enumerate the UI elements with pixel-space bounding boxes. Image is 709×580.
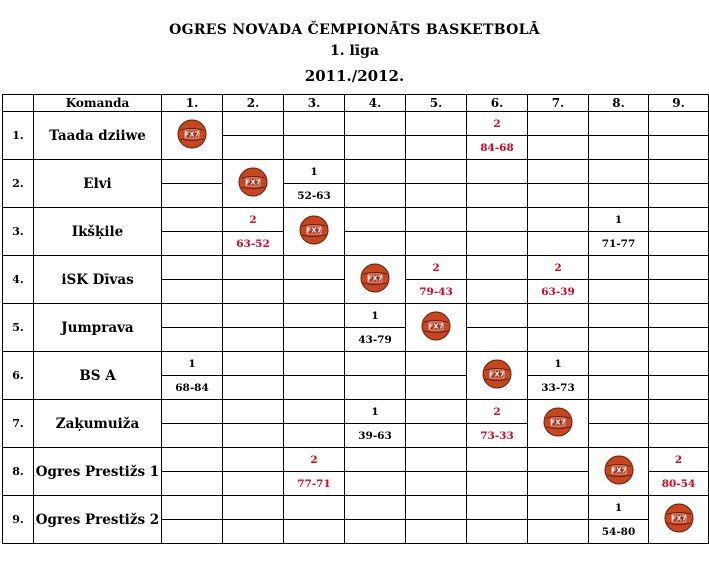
score-cell — [467, 232, 528, 256]
score-cell — [284, 424, 345, 448]
points-cell — [284, 496, 345, 520]
points-cell — [467, 256, 528, 280]
score-cell: 77-71 — [284, 472, 345, 496]
score-cell — [162, 328, 223, 352]
basketball-icon — [238, 167, 268, 197]
self-match-cell — [345, 256, 406, 304]
header-col-1: 1. — [162, 95, 223, 112]
table-row — [3, 208, 709, 232]
svg-text:FX7: FX7 — [306, 226, 322, 234]
basketball-icon — [482, 359, 512, 389]
score-cell — [406, 472, 467, 496]
score-cell — [284, 520, 345, 544]
svg-text:FX7: FX7 — [245, 178, 261, 186]
score-cell — [284, 376, 345, 400]
points-cell — [284, 304, 345, 328]
points-cell — [284, 112, 345, 136]
table-row — [3, 400, 709, 424]
score-cell — [467, 520, 528, 544]
page-title: OGRES NOVADA ČEMPIONĀTS BASKETBOLĀ — [169, 22, 540, 38]
basketball-icon — [177, 119, 207, 149]
points-cell — [649, 256, 709, 280]
team-name: BS A — [34, 352, 162, 400]
table-row — [3, 256, 709, 280]
points-cell: 2 — [467, 400, 528, 424]
score-cell — [649, 184, 709, 208]
score-cell — [162, 424, 223, 448]
score-cell: 54-80 — [589, 520, 649, 544]
table-row — [3, 160, 709, 184]
points-cell — [649, 160, 709, 184]
points-cell — [528, 304, 589, 328]
points-cell — [467, 304, 528, 328]
score-cell — [467, 280, 528, 304]
score-cell — [528, 520, 589, 544]
team-name: Taada dziiwe — [34, 112, 162, 160]
score-cell — [406, 520, 467, 544]
points-cell — [649, 400, 709, 424]
score-cell — [406, 184, 467, 208]
table-row — [3, 496, 709, 520]
points-cell — [589, 400, 649, 424]
points-cell — [528, 496, 589, 520]
points-cell — [345, 112, 406, 136]
points-cell — [162, 400, 223, 424]
score-cell — [467, 184, 528, 208]
points-cell — [284, 400, 345, 424]
score-cell — [589, 376, 649, 400]
score-cell — [649, 280, 709, 304]
score-cell: 71-77 — [589, 232, 649, 256]
points-cell — [406, 496, 467, 520]
score-cell — [345, 376, 406, 400]
score-cell — [223, 424, 284, 448]
points-cell: 2 — [223, 208, 284, 232]
score-cell — [162, 280, 223, 304]
table-row — [3, 112, 709, 136]
row-number: 8. — [3, 448, 34, 496]
points-cell — [223, 352, 284, 376]
row-number: 2. — [3, 160, 34, 208]
points-cell — [406, 352, 467, 376]
team-name: Ikšķile — [34, 208, 162, 256]
self-match-cell — [406, 304, 467, 352]
team-name: Elvi — [34, 160, 162, 208]
points-cell — [223, 400, 284, 424]
points-cell — [162, 160, 223, 184]
score-cell: 84-68 — [467, 136, 528, 160]
points-cell — [589, 112, 649, 136]
score-cell — [223, 472, 284, 496]
score-cell — [345, 520, 406, 544]
points-cell — [406, 208, 467, 232]
league-title: 1. līga — [330, 43, 379, 59]
points-cell: 1 — [345, 400, 406, 424]
basketball-icon — [299, 215, 329, 245]
row-number: 7. — [3, 400, 34, 448]
svg-text:FX7: FX7 — [428, 322, 444, 330]
points-cell — [284, 256, 345, 280]
self-match-cell — [467, 352, 528, 400]
score-cell — [649, 376, 709, 400]
header-col-3: 3. — [284, 95, 345, 112]
points-cell — [467, 496, 528, 520]
score-cell — [528, 184, 589, 208]
score-cell — [528, 472, 589, 496]
header-col-6: 6. — [467, 95, 528, 112]
points-cell: 1 — [162, 352, 223, 376]
points-cell — [649, 352, 709, 376]
team-name: iSK Dīvas — [34, 256, 162, 304]
score-cell: 63-52 — [223, 232, 284, 256]
points-cell — [589, 256, 649, 280]
svg-text:FX7: FX7 — [367, 274, 383, 282]
svg-text:FX7: FX7 — [489, 370, 505, 378]
header-col-4: 4. — [345, 95, 406, 112]
self-match-cell — [528, 400, 589, 448]
score-cell — [345, 232, 406, 256]
score-cell — [223, 280, 284, 304]
table-row — [3, 448, 709, 472]
points-cell — [345, 160, 406, 184]
points-cell — [528, 448, 589, 472]
points-cell — [345, 352, 406, 376]
self-match-cell — [284, 208, 345, 256]
basketball-icon — [421, 311, 451, 341]
points-cell — [406, 400, 467, 424]
table-row — [3, 352, 709, 376]
score-cell — [649, 328, 709, 352]
points-cell — [223, 256, 284, 280]
points-cell — [223, 304, 284, 328]
points-cell: 1 — [345, 304, 406, 328]
points-cell — [528, 160, 589, 184]
score-cell — [589, 280, 649, 304]
row-number: 1. — [3, 112, 34, 160]
team-name: Zaķumuiža — [34, 400, 162, 448]
points-cell — [162, 304, 223, 328]
points-cell — [345, 208, 406, 232]
score-cell: 33-73 — [528, 376, 589, 400]
score-cell — [589, 184, 649, 208]
points-cell: 2 — [649, 448, 709, 472]
self-match-cell — [223, 160, 284, 208]
points-cell — [223, 496, 284, 520]
score-cell — [162, 184, 223, 208]
score-cell — [649, 424, 709, 448]
standings-table — [2, 94, 709, 544]
svg-text:FX7: FX7 — [184, 130, 200, 138]
table-row — [3, 304, 709, 328]
row-number: 5. — [3, 304, 34, 352]
score-cell: 80-54 — [649, 472, 709, 496]
score-cell — [589, 328, 649, 352]
score-cell — [345, 472, 406, 496]
score-cell — [162, 472, 223, 496]
score-cell — [345, 184, 406, 208]
score-cell — [589, 136, 649, 160]
score-cell: 63-39 — [528, 280, 589, 304]
score-cell — [406, 376, 467, 400]
self-match-cell — [649, 496, 709, 544]
points-cell — [345, 496, 406, 520]
score-cell — [223, 376, 284, 400]
score-cell: 52-63 — [284, 184, 345, 208]
header-team: Komanda — [34, 95, 162, 112]
score-cell — [649, 232, 709, 256]
points-cell — [589, 352, 649, 376]
score-cell: 39-63 — [345, 424, 406, 448]
score-cell: 79-43 — [406, 280, 467, 304]
score-cell — [528, 232, 589, 256]
header-col-2: 2. — [223, 95, 284, 112]
score-cell — [467, 328, 528, 352]
score-cell — [284, 328, 345, 352]
points-cell — [649, 304, 709, 328]
points-cell — [345, 448, 406, 472]
team-name: Ogres Prestižs 1 — [34, 448, 162, 496]
basketball-icon — [604, 455, 634, 485]
points-cell — [589, 304, 649, 328]
points-cell — [284, 352, 345, 376]
score-cell: 68-84 — [162, 376, 223, 400]
points-cell — [467, 448, 528, 472]
points-cell: 2 — [406, 256, 467, 280]
score-cell — [467, 472, 528, 496]
row-number: 3. — [3, 208, 34, 256]
points-cell — [162, 208, 223, 232]
self-match-cell — [589, 448, 649, 496]
points-cell — [162, 448, 223, 472]
points-cell — [162, 256, 223, 280]
svg-text:FX7: FX7 — [550, 418, 566, 426]
score-cell: 73-33 — [467, 424, 528, 448]
score-cell — [284, 136, 345, 160]
points-cell — [589, 160, 649, 184]
score-cell — [162, 520, 223, 544]
svg-text:FX7: FX7 — [610, 466, 627, 474]
row-number: 4. — [3, 256, 34, 304]
score-cell — [223, 520, 284, 544]
points-cell: 1 — [589, 208, 649, 232]
header-col-9: 9. — [649, 95, 709, 112]
score-cell — [223, 136, 284, 160]
self-match-cell — [162, 112, 223, 160]
points-cell: 2 — [284, 448, 345, 472]
score-cell — [345, 136, 406, 160]
points-cell — [467, 160, 528, 184]
basketball-icon — [664, 503, 694, 533]
points-cell: 2 — [467, 112, 528, 136]
season-title: 2011./2012. — [304, 67, 405, 85]
score-cell — [649, 136, 709, 160]
points-cell — [162, 496, 223, 520]
header-row — [3, 95, 709, 112]
svg-text:FX7: FX7 — [670, 514, 687, 522]
points-cell — [223, 448, 284, 472]
row-number: 6. — [3, 352, 34, 400]
points-cell — [406, 112, 467, 136]
points-cell — [528, 112, 589, 136]
row-number: 9. — [3, 496, 34, 544]
points-cell — [223, 112, 284, 136]
points-cell — [406, 448, 467, 472]
team-name: Jumprava — [34, 304, 162, 352]
score-cell — [406, 424, 467, 448]
points-cell: 1 — [284, 160, 345, 184]
score-cell — [406, 232, 467, 256]
points-cell: 1 — [589, 496, 649, 520]
score-cell — [528, 136, 589, 160]
score-cell — [223, 328, 284, 352]
header-col-5: 5. — [406, 95, 467, 112]
score-cell — [406, 136, 467, 160]
points-cell — [406, 160, 467, 184]
score-cell — [162, 232, 223, 256]
points-cell — [528, 208, 589, 232]
team-name: Ogres Prestižs 2 — [34, 496, 162, 544]
points-cell — [649, 112, 709, 136]
basketball-icon — [360, 263, 390, 293]
score-cell — [284, 280, 345, 304]
header-blank — [3, 95, 34, 112]
score-cell — [528, 328, 589, 352]
header-col-7: 7. — [528, 95, 589, 112]
score-cell — [589, 424, 649, 448]
basketball-icon — [543, 407, 573, 437]
points-cell: 1 — [528, 352, 589, 376]
header-col-8: 8. — [589, 95, 649, 112]
points-cell: 2 — [528, 256, 589, 280]
score-cell: 43-79 — [345, 328, 406, 352]
points-cell — [467, 208, 528, 232]
points-cell — [649, 208, 709, 232]
